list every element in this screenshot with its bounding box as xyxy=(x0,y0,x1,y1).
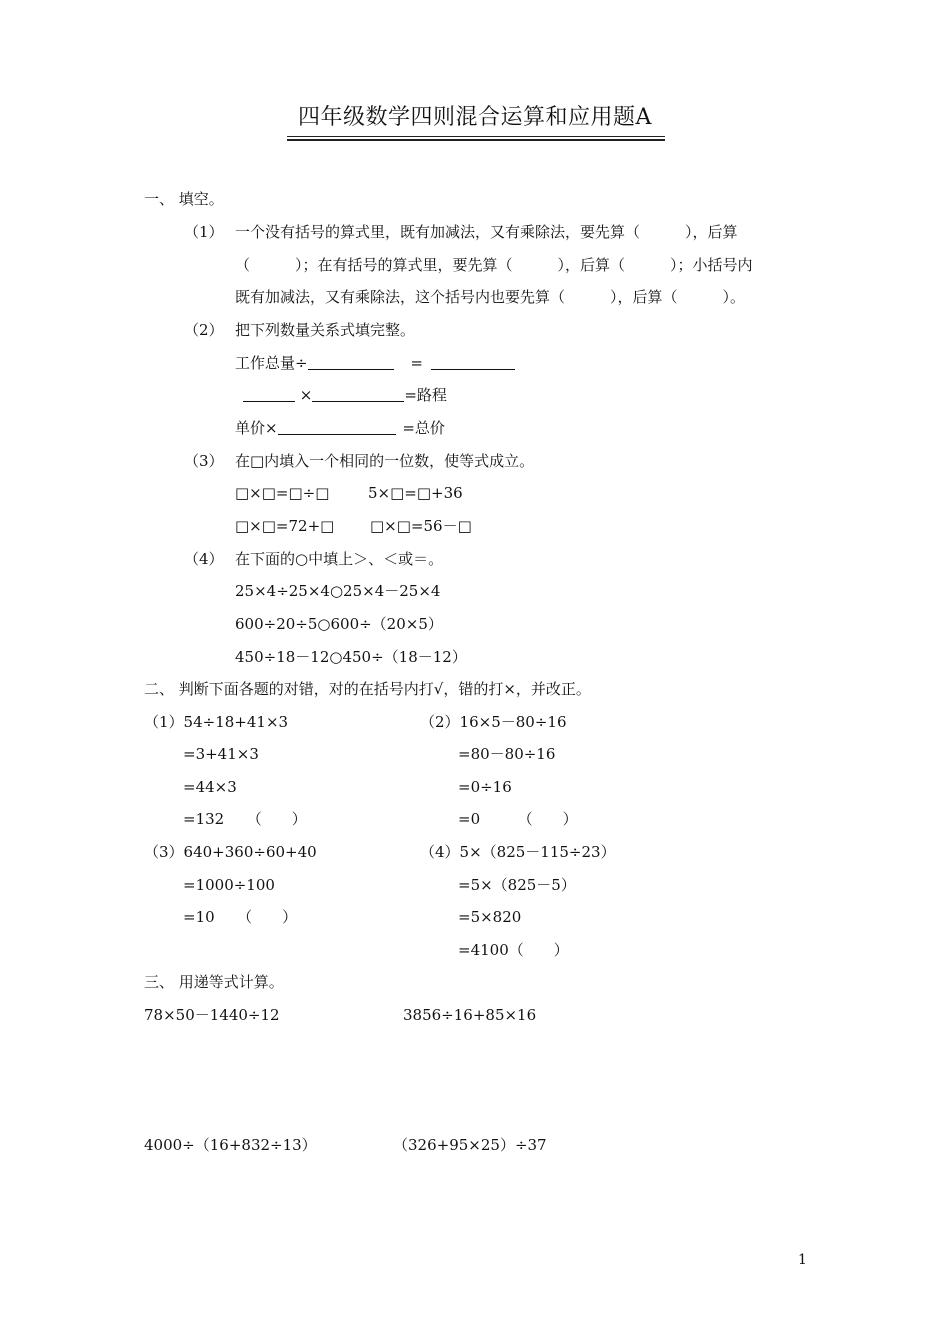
judge-1-line-2: =3+41×3 xyxy=(183,745,259,763)
judge-4-line-2: =5×（825－5） xyxy=(458,876,576,894)
title-underline-thin xyxy=(287,136,665,137)
q3-equation-b: 5×□=□+36 xyxy=(368,484,463,502)
q3-prompt: 在□内填入一个相同的一位数，使等式成立。 xyxy=(235,452,535,470)
calc-expression-3: 4000÷（16+832÷13） xyxy=(144,1136,317,1154)
q2-row-work xyxy=(235,353,515,373)
judge-2-line-4: =0 （ ） xyxy=(458,810,578,828)
q4-expression-3: 450÷18－12○450÷（18－12） xyxy=(235,648,467,666)
q2-prompt: 把下列数量关系式填完整。 xyxy=(235,321,416,339)
q2-row1-equals: = xyxy=(410,354,423,372)
q4-prompt: 在下面的○中填上＞、＜或＝。 xyxy=(235,550,444,568)
q4-number: （4） xyxy=(184,550,224,568)
q3-equation-c: □×□=72+□ xyxy=(235,517,335,535)
q1-line-2: （ ）；在有括号的算式里，要先算（ ），后算（ ）；小括号内 xyxy=(235,256,753,274)
q2-row3-label: 单价× xyxy=(235,419,278,437)
judge-2-line-2: =80－80÷16 xyxy=(458,745,556,763)
title-underline-thick xyxy=(287,139,665,141)
judge-3-line-3: =10 （ ） xyxy=(183,908,298,926)
section1-heading: 一、 填空。 xyxy=(144,190,224,208)
q2-row1-blank-1[interactable] xyxy=(308,353,394,370)
q1-number: （1） xyxy=(184,223,224,241)
calc-expression-2: 3856÷16+85×16 xyxy=(403,1006,537,1024)
section3-heading: 三、 用递等式计算。 xyxy=(144,973,284,991)
q2-row2-result: =路程 xyxy=(404,386,447,404)
judge-1-line-1: （1）54÷18+41×3 xyxy=(144,713,289,731)
q1-line-3: 既有加减法，又有乘除法，这个括号内也要先算（ ），后算（ ）。 xyxy=(235,288,746,306)
q2-row1-blank-2[interactable] xyxy=(431,353,515,370)
judge-4-line-4: =4100（ ） xyxy=(458,941,569,959)
judge-1-line-4: =132 （ ） xyxy=(183,810,307,828)
q4-expression-1: 25×4÷25×4○25×4－25×4 xyxy=(235,582,441,600)
q2-row-distance xyxy=(235,385,447,405)
q2-row2-blank-2[interactable] xyxy=(312,385,404,402)
judge-4-line-3: =5×820 xyxy=(458,908,522,926)
judge-2-line-1: （2）16×5－80÷16 xyxy=(420,713,567,731)
judge-2-line-3: =0÷16 xyxy=(458,778,512,796)
judge-1-line-3: =44×3 xyxy=(183,778,237,796)
page-number: 1 xyxy=(798,1252,807,1268)
page-title: 四年级数学四则混合运算和应用题A xyxy=(298,105,652,130)
q2-row3-result: =总价 xyxy=(402,419,445,437)
q1-line-1: 一个没有括号的算式里，既有加减法，又有乘除法，要先算（ ），后算 xyxy=(235,223,738,241)
q3-equation-a: □×□=□÷□ xyxy=(235,484,330,502)
q2-row3-blank[interactable] xyxy=(278,418,396,435)
judge-3-line-1: （3）640+360÷60+40 xyxy=(144,843,317,861)
q3-number: （3） xyxy=(184,452,224,470)
section2-heading: 二、 判断下面各题的对错，对的在括号内打√，错的打×，并改正。 xyxy=(144,680,591,698)
q2-row2-blank-1[interactable] xyxy=(243,385,295,402)
q3-equation-d: □×□=56－□ xyxy=(370,517,472,535)
q2-row1-label: 工作总量÷ xyxy=(235,354,308,372)
calc-expression-1: 78×50－1440÷12 xyxy=(144,1006,280,1024)
q2-number: （2） xyxy=(184,321,224,339)
q2-row2-times: × xyxy=(299,386,313,404)
judge-3-line-2: =1000÷100 xyxy=(183,876,275,894)
q4-expression-2: 600÷20÷5○600÷（20×5） xyxy=(235,615,443,633)
calc-expression-4: （326+95×25）÷37 xyxy=(393,1136,547,1154)
q2-row-price xyxy=(235,418,445,438)
judge-4-line-1: （4）5×（825－115÷23） xyxy=(420,843,616,861)
